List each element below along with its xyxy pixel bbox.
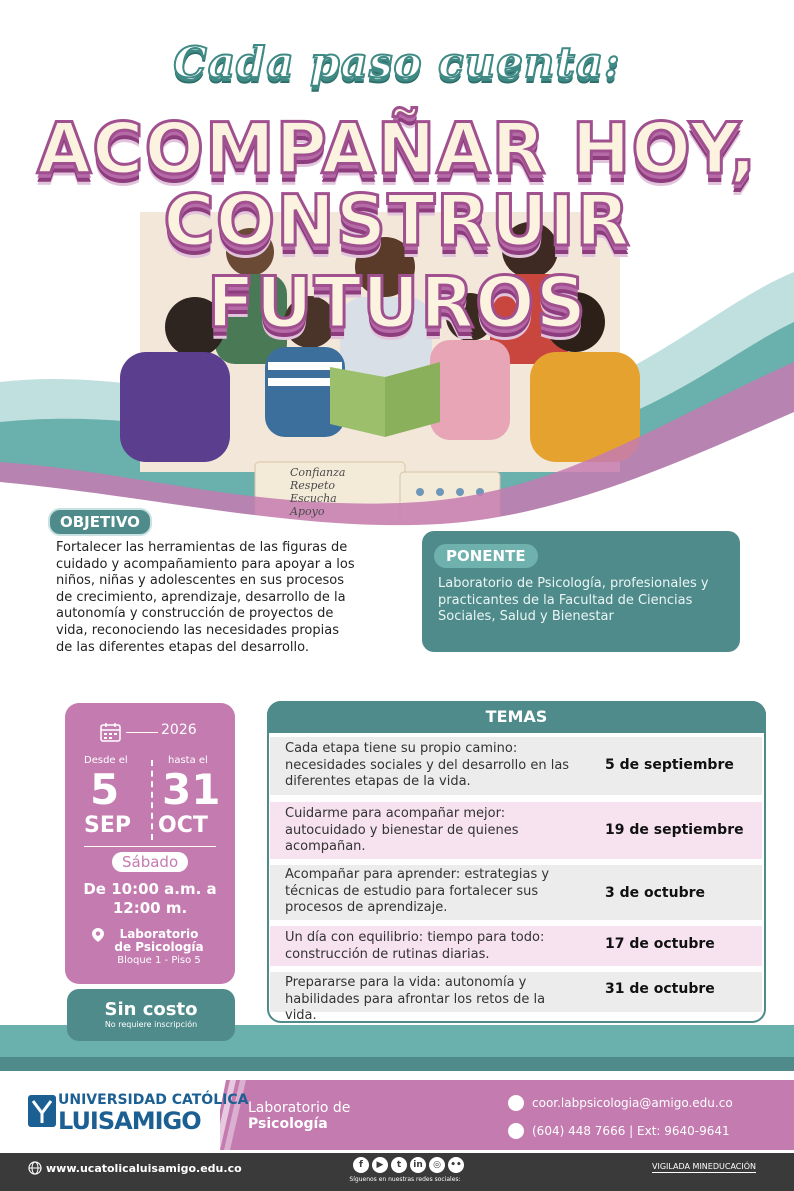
book-words xyxy=(290,466,345,518)
topic-date: 17 de octubre xyxy=(605,936,715,952)
contact-email[interactable]: coor.labpsicologia@amigo.edu.co xyxy=(532,1096,733,1110)
email-icon xyxy=(508,1095,524,1111)
location xyxy=(98,928,220,954)
globe-icon xyxy=(28,1161,42,1175)
vigilada-label: VIGILADA MINEDUCACIÓN xyxy=(652,1162,756,1171)
lab-name-line2: Psicología xyxy=(248,1116,328,1132)
end-month: OCT xyxy=(158,813,208,838)
website-link[interactable]: www.ucatolicaluisamigo.edu.co xyxy=(46,1162,242,1175)
social-label: Síguenos en nuestras redes sociales: xyxy=(349,1176,461,1183)
youtube-icon[interactable]: ▶ xyxy=(372,1157,388,1173)
flickr-icon[interactable]: •• xyxy=(448,1157,464,1173)
divider xyxy=(84,846,216,847)
phone-icon xyxy=(508,1123,524,1139)
table-row xyxy=(270,926,762,966)
contact-phone: (604) 448 7666 | Ext: 9640-9641 xyxy=(532,1124,730,1138)
cost-subtitle: No requiere inscripción xyxy=(104,1020,198,1029)
location-line1: Laboratorio xyxy=(119,927,199,941)
decorative-band xyxy=(0,1057,794,1071)
start-day: 5 xyxy=(90,765,120,814)
book-word: Escucha xyxy=(290,492,337,505)
cost-title: Sin costo xyxy=(104,999,198,1020)
location-detail: Bloque 1 - Piso 5 xyxy=(117,955,201,966)
weekday-badge: Sábado xyxy=(112,852,188,872)
instagram-icon[interactable]: ◎ xyxy=(429,1157,445,1173)
topic-date: 5 de septiembre xyxy=(605,757,734,773)
kicker-title: Cada paso cuenta: xyxy=(173,38,621,87)
table-row xyxy=(270,972,762,1023)
university-name-line2: LUISAMIGO xyxy=(58,1107,201,1135)
book-word: Respeto xyxy=(290,479,336,492)
temas-header: TEMAS xyxy=(267,701,766,733)
objetivo-label: OBJETIVO xyxy=(48,508,152,536)
lab-name-line1: Laboratorio de xyxy=(248,1100,351,1116)
from-label: Desde el xyxy=(84,755,128,766)
topic: Cada etapa tiene su propio camino: necesidades sociales y del desarrollo en las diferentes etapas de la vida. xyxy=(285,741,570,789)
hours xyxy=(74,880,226,918)
end-day: 31 xyxy=(162,765,221,814)
location-line2: de Psicología xyxy=(114,940,204,954)
book-word: Confianza xyxy=(290,466,346,479)
topic: Acompañar para aprender: estrategias y técnicas de estudio para fortalecer sus procesos de aprendizaje. xyxy=(285,867,550,915)
main-title-line1: ACOMPAÑAR HOY, xyxy=(36,108,758,190)
facebook-icon[interactable]: f xyxy=(353,1157,369,1173)
topic: Prepararse para la vida: autonomía y habilidades para afrontar los retos de la vida. xyxy=(285,975,546,1023)
start-month: SEP xyxy=(84,813,131,838)
topic-date: 3 de octubre xyxy=(605,885,706,901)
topic-date: 31 de octubre xyxy=(605,981,715,997)
twitter-icon[interactable]: t xyxy=(391,1157,407,1173)
university-logo-icon xyxy=(28,1095,56,1127)
topic: Un día con equilibrio: tiempo para todo: construcción de rutinas diarias. xyxy=(285,930,545,962)
table-row xyxy=(270,802,762,859)
to-label: hasta el xyxy=(168,755,208,766)
year-line xyxy=(126,732,158,733)
hours-line1: De 10:00 a.m. a xyxy=(83,880,217,898)
university-name-line1: UNIVERSIDAD CATÓLICA xyxy=(58,1092,249,1108)
table-row xyxy=(270,737,762,795)
calendar-icon xyxy=(100,722,122,742)
book-word: Apoyo xyxy=(290,505,325,518)
table-row xyxy=(270,865,762,920)
footer-stripes xyxy=(212,1080,252,1150)
year: 2026 xyxy=(161,722,197,738)
topic: Cuidarme para acompañar mejor: autocuidado y bienestar de quienes acompañan. xyxy=(285,806,519,854)
topic-date: 19 de septiembre xyxy=(605,822,744,838)
hours-line2: 12:00 m. xyxy=(112,899,188,917)
objetivo-text: Fortalecer las herramientas de las figuras de cuidado y acompañamiento para apoyar a los niños, niñas y adolescentes en sus procesos de crecimiento, aprendizaje, desarrollo de la autonomía y construcción de proyectos de vida, reconociendo las necesidades propias de las diferentes etapas del desarrollo. xyxy=(56,540,355,655)
date-divider xyxy=(151,760,153,840)
main-title-line2: CONSTRUIR FUTUROS xyxy=(163,180,631,344)
ponente-text: Laboratorio de Psicología, profesionales y practicantes de la Facultad de Ciencias Sociales, Salud y Bienestar xyxy=(438,576,709,625)
ponente-label: PONENTE xyxy=(434,544,538,568)
linkedin-icon[interactable]: in xyxy=(410,1157,426,1173)
